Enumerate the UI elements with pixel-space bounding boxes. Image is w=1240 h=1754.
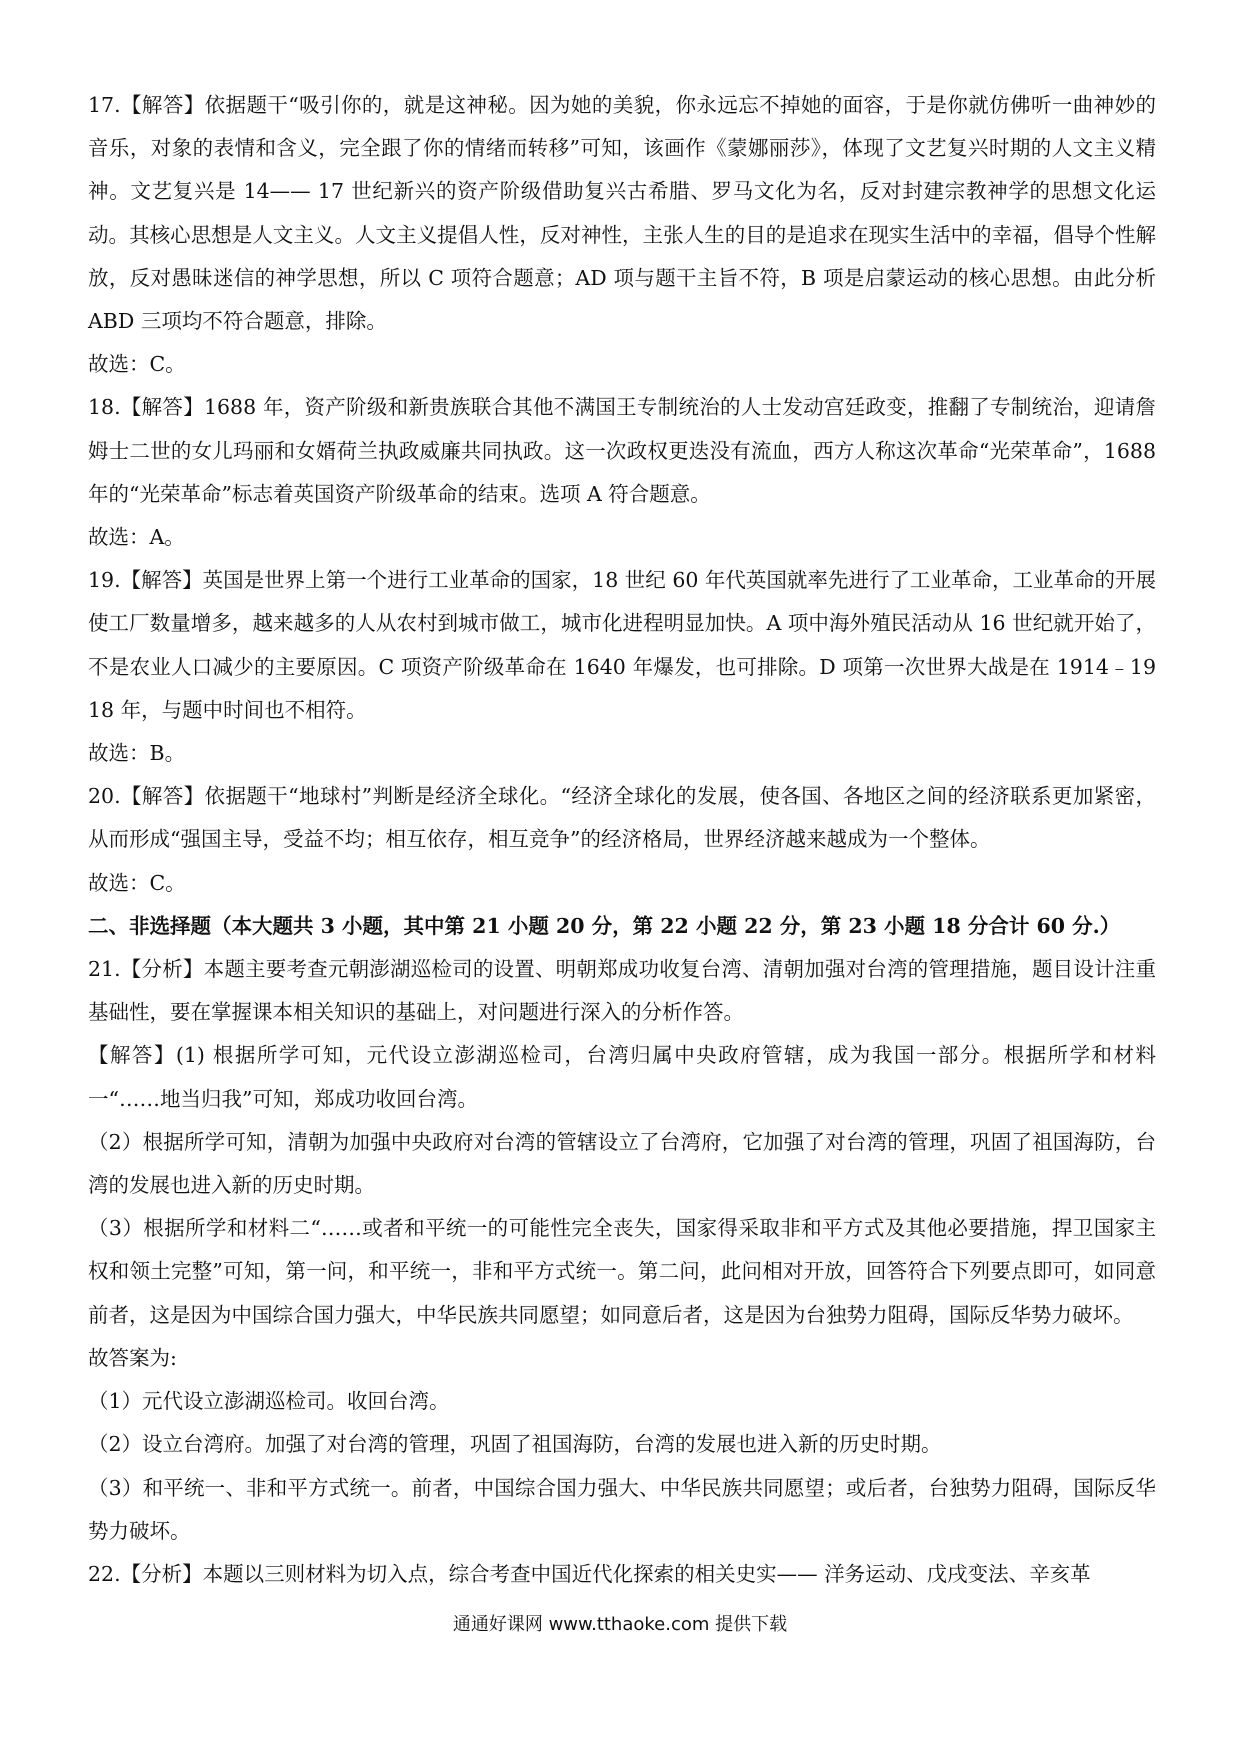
answer-21-final-1: （1）元代设立澎湖巡检司。收回台湾。 (88, 1389, 450, 1414)
answer-17-choice: 故选：C。 (88, 352, 186, 377)
analysis-22: 22.【分析】本题以三则材料为切入点，综合考查中国近代化探索的相关史实—— 洋务运动、戊戌变法、辛亥革 (88, 1561, 1091, 1586)
document-body (88, 84, 1156, 1596)
answer-18: 18.【解答】1688 年，资产阶级和新贵族联合其他不满国王专制统治的人士发动宫廷政变，推翻了专制统治，迎请詹姆士二世的女儿玛丽和女婿荷兰执政威廉共同执政。这一次政权更迭没有流血，西方人称这次革命“光荣革命”，1688 年的“光荣革命”标志着英国资产阶级革命的结束。选项 A 符合题意。 (88, 395, 1156, 506)
answer-19-choice: 故选：B。 (88, 741, 186, 766)
answer-19: 19.【解答】英国是世界上第一个进行工业革命的国家，18 世纪 60 年代英国就率先进行了工业革命，工业革命的开展使工厂数量增多，越来越多的人从农村到城市做工，城市化进程明显加快。A 项中海外殖民活动从 16 世纪就开始了，不是农业人口减少的主要原因。C 项资产阶级革命在 1640 年爆发，也可排除。D 项第一次世界大战是在 1914﹣1918 年，与题中时间也不相符。 (88, 568, 1156, 722)
answer-21-final-label: 故答案为: (88, 1345, 177, 1370)
answer-21-part3: （3）根据所学和材料二“……或者和平统一的可能性完全丧失，国家得采取非和平方式及其他必要措施，捍卫国家主权和领土完整”可知，第一问，和平统一，非和平方式统一。第二问，此问相对开放，回答符合下列要点即可，如同意前者，这是因为中国综合国力强大，中华民族共同愿望；如同意后者，这是因为台独势力阻碍，国际反华势力破坏。 (88, 1216, 1156, 1327)
analysis-21: 21.【分析】本题主要考查元朝澎湖巡检司的设置、明朝郑成功收复台湾、清朝加强对台湾的管理措施，题目设计注重基础性，要在掌握课本相关知识的基础上，对问题进行深入的分析作答。 (88, 957, 1156, 1025)
answer-21-final-3: （3）和平统一、非和平方式统一。前者，中国综合国力强大、中华民族共同愿望；或后者，台独势力阻碍，国际反华势力破坏。 (88, 1475, 1156, 1543)
answer-20-choice: 故选：C。 (88, 870, 186, 895)
answer-21-part1: 【解答】(1) 根据所学可知，元代设立澎湖巡检司，台湾归属中央政府管辖，成为我国一部分。根据所学和材料一“……地当归我”可知，郑成功收回台湾。 (88, 1043, 1156, 1111)
answer-20: 20.【解答】依据题干“地球村”判断是经济全球化。“经济全球化的发展，使各国、各地区之间的经济联系更加紧密，从而形成“强国主导，受益不均；相互依存，相互竞争”的经济格局，世界经济越来越成为一个整体。 (88, 784, 1156, 852)
answer-21-final-2: （2）设立台湾府。加强了对台湾的管理，巩固了祖国海防，台湾的发展也进入新的历史时期。 (88, 1432, 942, 1457)
answer-18-choice: 故选：A。 (88, 525, 185, 550)
answer-17: 17.【解答】依据题干“吸引你的，就是这神秘。因为她的美貌，你永远忘不掉她的面容，于是你就仿佛听一曲神妙的音乐，对象的表情和含义，完全跟了你的情绪而转移”可知，该画作《蒙娜丽莎》，体现了文艺复兴时期的人文主义精神。文艺复兴是 14—— 17 世纪新兴的资产阶级借助复兴古希腊、罗马文化为名，反对封建宗教神学的思想文化运动。其核心思想是人文主义。人文主义提倡人性，反对神性，主张人生的目的是追求在现实生活中的幸福，倡导个性解放，反对愚昧迷信的神学思想，所以 C 项符合题意；AD 项与题干主旨不符，B 项是启蒙运动的核心思想。由此分析 ABD 三项均不符合题意，排除。 (88, 93, 1156, 334)
section-heading-nonchoice: 二、非选择题（本大题共 3 小题，其中第 21 小题 20 分，第 22 小题 22 分，第 23 小题 18 分合计 60 分.） (88, 913, 1121, 938)
page-footer: 通通好课网 www.tthaoke.com 提供下载 (452, 1614, 788, 1635)
answer-21-part2: （2）根据所学可知，清朝为加强中央政府对台湾的管辖设立了台湾府，它加强了对台湾的管理，巩固了祖国海防，台湾的发展也进入新的历史时期。 (88, 1129, 1156, 1198)
